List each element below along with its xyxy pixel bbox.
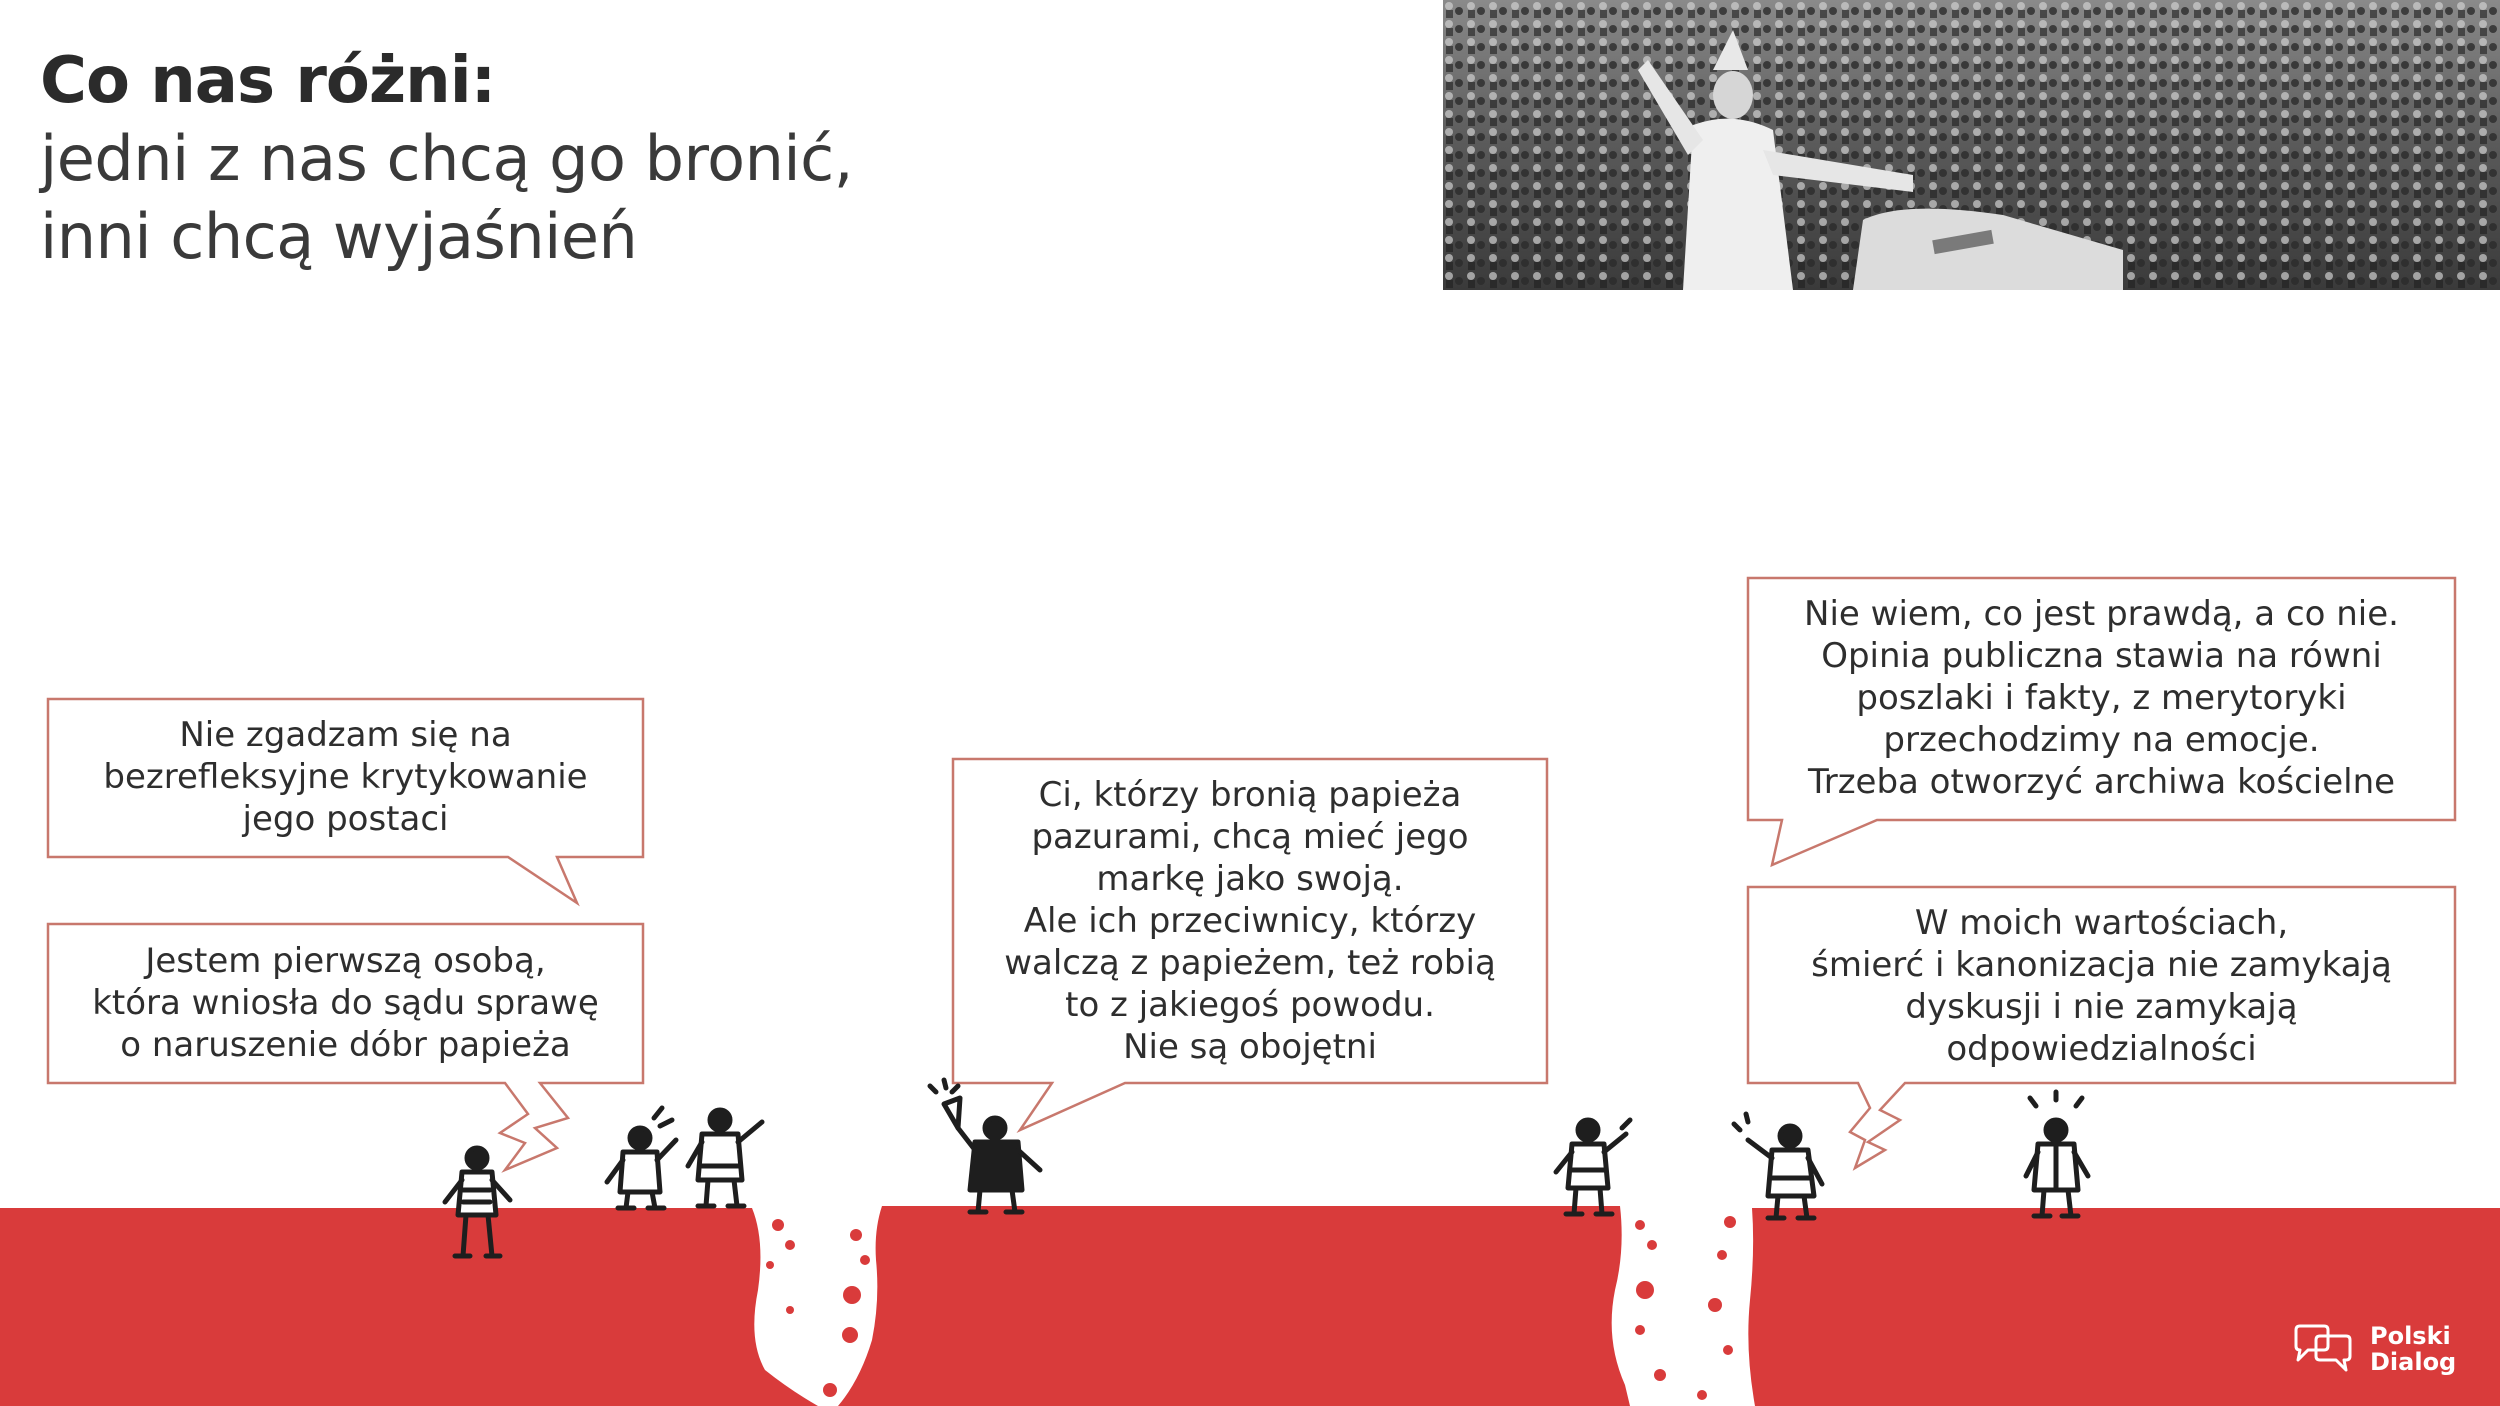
ground-block-right — [1748, 1208, 2500, 1406]
quote-1: Nie zgadzam się na bezrefleksyjne krytykowanie jego postaci — [103, 715, 588, 839]
ground-block-left — [0, 1208, 818, 1406]
figure-3 — [688, 1110, 762, 1206]
logo-text: Polski Dialog — [2370, 1322, 2457, 1376]
heading-line-2: inni chcą wyjaśnień — [40, 200, 638, 273]
figure-7 — [2026, 1092, 2088, 1216]
quote-2: Jestem pierwszą osobą, która wniosła do sądu sprawę o naruszenie dóbr papieża — [92, 941, 599, 1065]
quote-4: Nie wiem, co jest prawdą, a co nie. Opinia publiczna stawia na równi poszlaki i fakty, z merytoryki przechodzimy na emocje. Trzeba otworzyć archiwa kościelne — [1804, 594, 2399, 802]
ground-block-middle — [838, 1206, 1630, 1406]
figure-4 — [930, 1080, 1040, 1212]
speech-bubbles-icon — [2290, 1322, 2356, 1376]
quote-5: W moich wartościach, śmierć i kanonizacja nie zamykają dyskusji i nie zamykają odpowiedzialności — [1811, 903, 2392, 1069]
heading-line-1: jedni z nas chcą go bronić, — [40, 122, 853, 195]
figure-6 — [1734, 1114, 1822, 1218]
heading-bold: Co nas różni: — [40, 44, 496, 118]
figure-2 — [607, 1108, 676, 1208]
polski-dialog-logo — [2290, 1322, 2456, 1376]
quote-3: Ci, którzy bronią papieża pazurami, chcą mieć jego markę jako swoją. Ale ich przeciwnicy, którzy walczą z papieżem, też robią to z jakiegoś powodu. Nie są obojętni — [1004, 775, 1496, 1067]
figure-5 — [1556, 1120, 1630, 1214]
